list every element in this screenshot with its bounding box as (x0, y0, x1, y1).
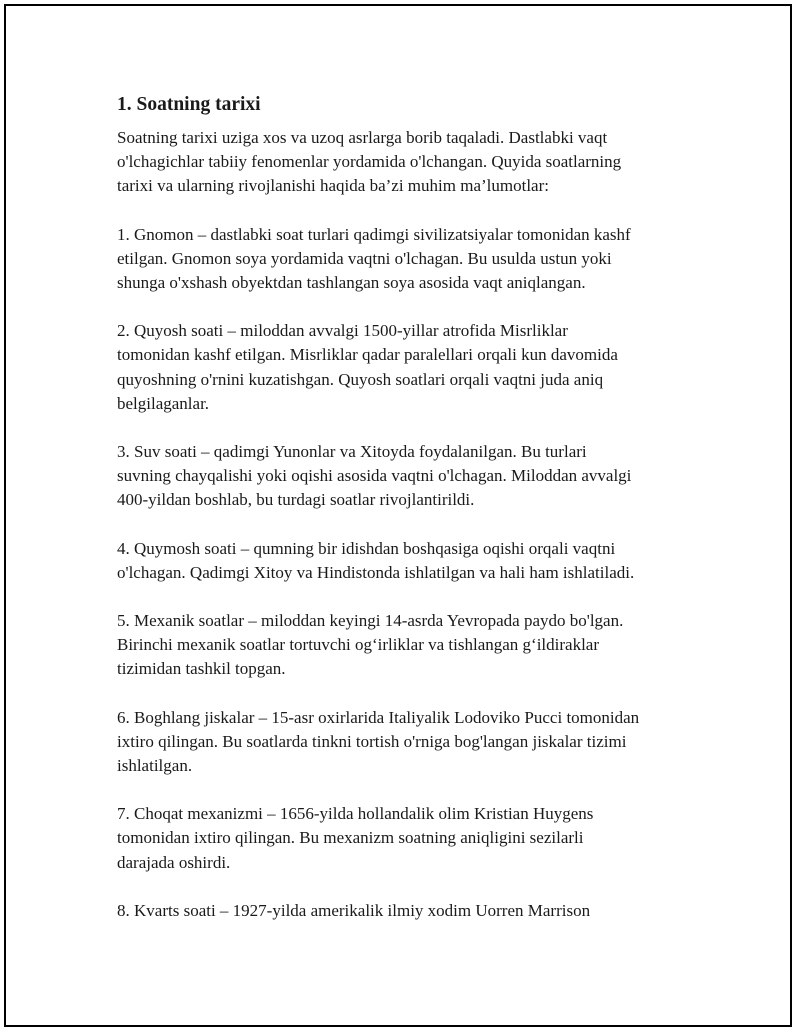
document-body (117, 92, 697, 923)
list-item-water-clock: 3. Suv soati – qadimgi Yunonlar va Xitoyda foydalanilgan. Bu turlari suvning chayqalishi yoki oqishi asosida vaqtni o'lchagan. Miloddan avvalgi 400-yildan boshlab, bu turdagi soatlar rivojlantirildi. (117, 442, 632, 510)
list-item-pendulum: 7. Choqat mexanizmi – 1656-yilda hollandalik olim Kristian Huygens tomonidan ixtiro qilingan. Bu mexanizm soatning aniqligini sezilarli darajada oshirdi. (117, 804, 594, 872)
list-item-spring-clock: 6. Boghlang jiskalar – 15-asr oxirlarida Italiyalik Lodoviko Pucci tomonidan ixtiro qilingan. Bu soatlarda tinkni tortish o'rniga bog'langan jiskalar tizimi ishlatilgan. (117, 707, 640, 776)
list-item-mechanical-clock: 5. Mexanik soatlar – miloddan keyingi 14-asrda Yevropada paydo bo'lgan. Birinchi mexanik soatlar tortuvchi og‘irliklar va tishlangan g‘ildiraklar tizimidan tashkil topgan. (117, 611, 624, 679)
list-item-sundial: 2. Quyosh soati – miloddan avvalgi 1500-yillar atrofida Misrliklar tomonidan kashf etilgan. Misrliklar qadar paralellari orqali kun davomida quyoshning o'rnini kuzatishgan. Quyosh soatlari orqali vaqtni juda aniq belgilaganlar. (117, 321, 618, 413)
list-item-gnomon: 1. Gnomon – dastlabki soat turlari qadimgi sivilizatsiyalar tomonidan kashf etilgan. Gnomon soya yordamida vaqtni o'lchagan. Bu usulda ustun yoki shunga o'xshash obyektdan tashlangan soya asosida vaqt aniqlangan. (117, 224, 631, 293)
section-heading: 1. Soatning tarixi (117, 94, 261, 115)
intro-paragraph: Soatning tarixi uziga xos va uzoq asrlarga borib taqaladi. Dastlabki vaqt o'lchagichlar tabiiy fenomenlar yordamida o'lchangan. Quyida soatlarning tarixi va ularning rivojlanishi haqida ba’zi muhim ma’lumotlar: (117, 128, 622, 196)
list-item-hourglass: 4. Quymosh soati – qumning bir idishdan boshqasiga oqishi orqali vaqtni o'lchagan. Qadimgi Xitoy va Hindistonda ishlatilgan va hali ham ishlatiladi. (117, 538, 635, 582)
list-item-quartz-clock: 8. Kvarts soati – 1927-yilda amerikalik ilmiy xodim Uorren Marrison (117, 900, 591, 920)
